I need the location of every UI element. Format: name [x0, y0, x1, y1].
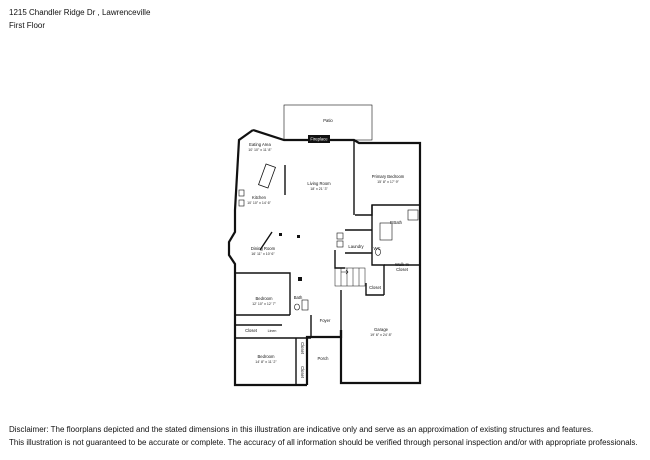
column-marker [279, 233, 282, 236]
living-room-label: Living Room [307, 181, 331, 186]
bedroom-1-dim: 12' 10" x 12' 7" [252, 302, 276, 306]
eating-area-dim: 10' 10" x 11' 8" [248, 148, 272, 152]
bedroom-2-dim: 14' 8" x 11' 2" [255, 360, 277, 364]
closet-vertical-2-label: Closet [300, 366, 305, 378]
laundry-label: Laundry [348, 244, 364, 249]
dining-room-label: Dining Room [250, 246, 276, 251]
garage-dim: 19' 6" x 24' 8" [370, 333, 392, 337]
walk-in-closet-label-1: Walk-In [394, 262, 410, 267]
porch-label: Porch [317, 356, 329, 361]
eating-area-label: Eating Area [249, 142, 271, 147]
primary-bedroom-label: Primary Bedroom [371, 174, 405, 179]
dining-room-dim: 16' 11" x 10' 6" [251, 252, 275, 256]
bedroom-1-label: Bedroom [255, 296, 273, 301]
bedroom-2-label: Bedroom [257, 354, 275, 359]
column-marker [297, 235, 300, 238]
closet-left-label: Closet [245, 328, 257, 333]
p-bath-label: P.Bath [389, 220, 403, 225]
kitchen-dim: 10' 10" x 14' 6" [247, 201, 271, 205]
disclaimer-line-1: Disclaimer: The floorplans depicted and the stated dimensions in this illustration are indicative only and serve as an approximation of existing structures and features. [9, 425, 594, 434]
kitchen-island [259, 164, 276, 188]
primary-bedroom-dim: 15' 8" x 17' 9" [377, 180, 399, 184]
stair-arrow-icon [341, 270, 348, 274]
property-address: 1215 Chandler Ridge Dr , Lawrenceville [9, 8, 151, 17]
kitchen-label: Kitchen [252, 195, 266, 200]
linen-label: Linen [267, 329, 277, 333]
walk-in-closet-label-2: Closet [396, 267, 408, 272]
closet-small-label: Closet [369, 285, 381, 290]
column-marker [298, 277, 302, 281]
disclaimer-line-2: This illustration is not guaranteed to be accurate or complete. The accuracy of all information should be verified through personal inspection and/or with appropriate professionals. [9, 438, 638, 447]
garage-label: Garage [374, 327, 388, 332]
closet-vertical-1-label: Closet [300, 342, 305, 354]
staircase [335, 268, 365, 286]
patio-label: Patio [323, 118, 333, 123]
wc-label: WC [373, 246, 381, 251]
foyer-label: Foyer [319, 318, 331, 323]
floor-label: First Floor [9, 21, 45, 30]
fireplace-label: Fireplace [310, 136, 328, 142]
bath-label: Bath [293, 295, 303, 300]
living-room-dim: 18' x 21' 3" [310, 187, 328, 191]
